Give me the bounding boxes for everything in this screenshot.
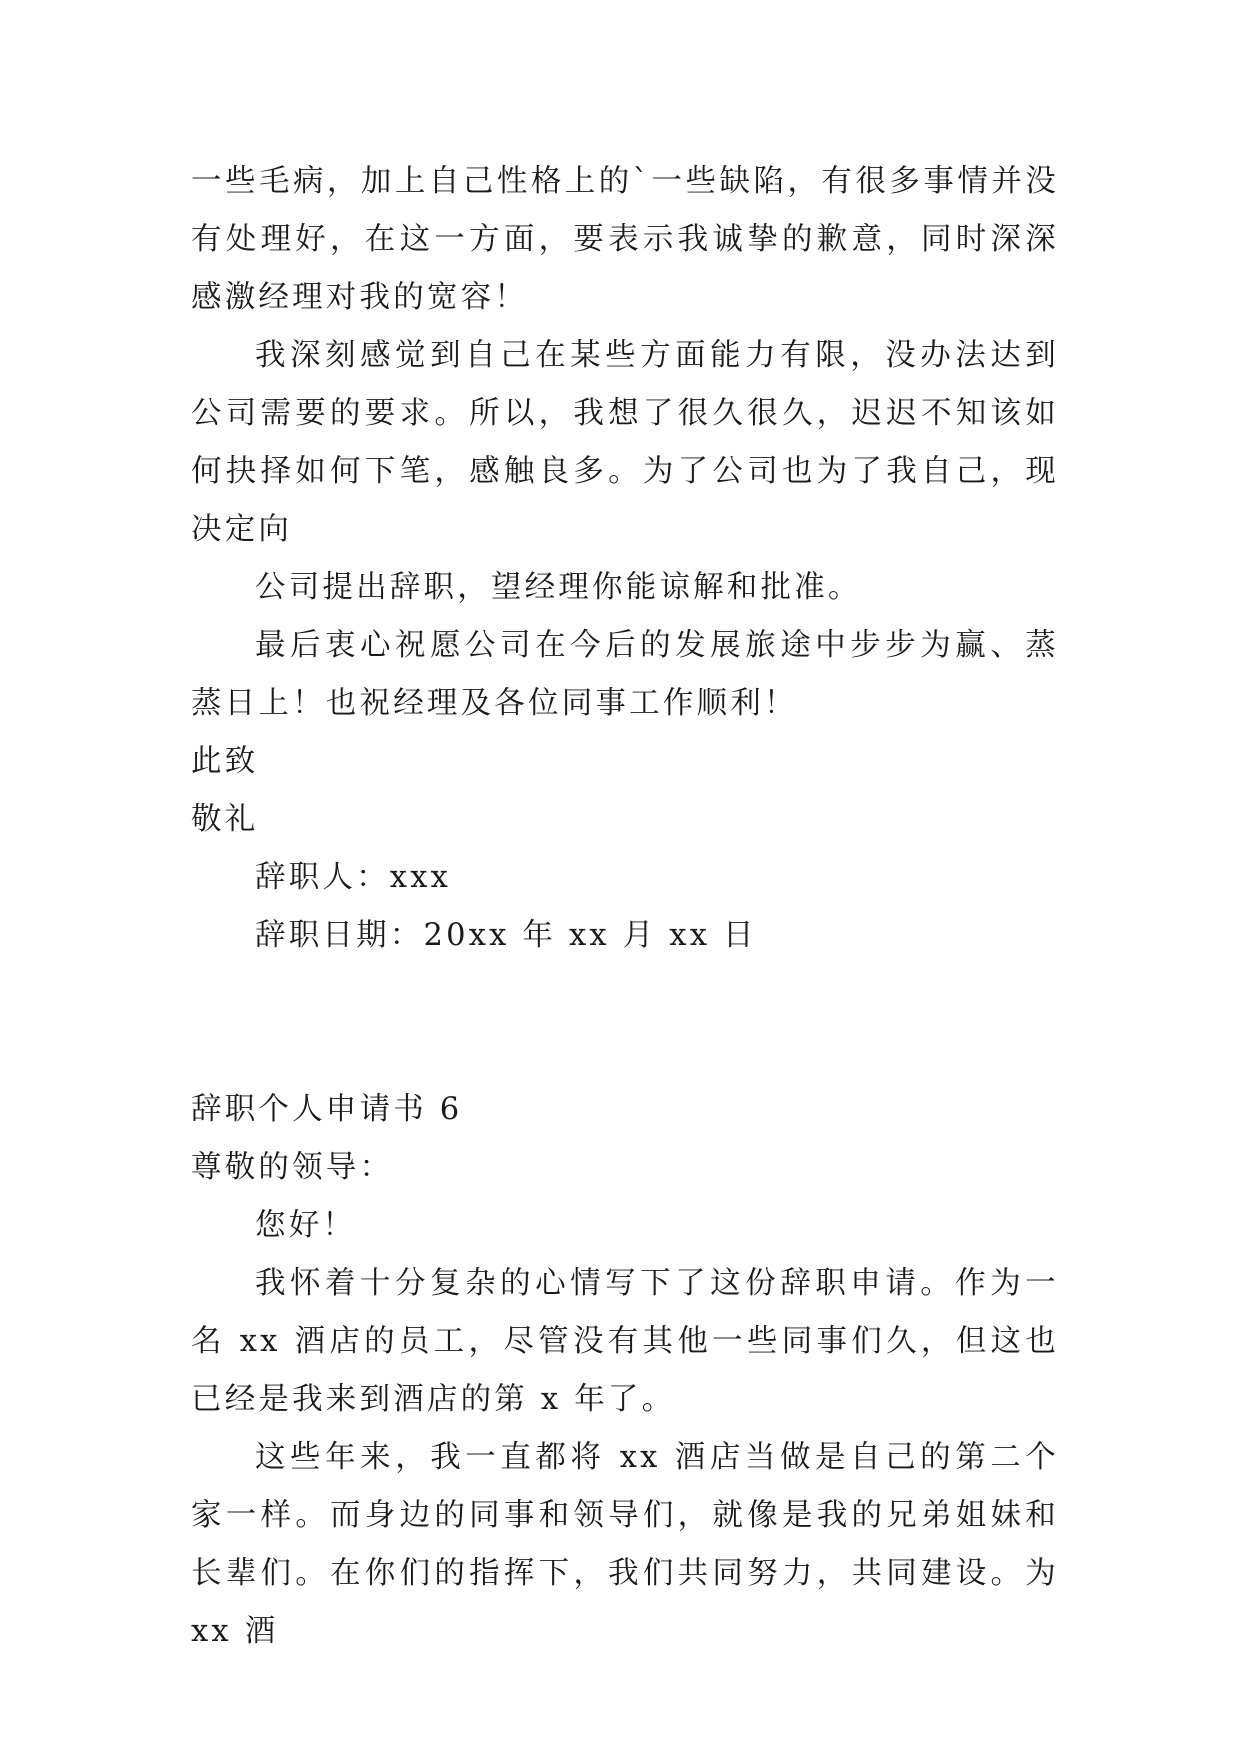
letter2-paragraph-1: 我怀着十分复杂的心情写下了这份辞职申请。作为一名 xx 酒店的员工，尽管没有其他一些同事们久，但这也已经是我来到酒店的第 x 年了。	[191, 1266, 1059, 1417]
letter2-salutation: 尊敬的领导：	[191, 1150, 394, 1185]
document-body	[191, 153, 1059, 1661]
closing-line-1: 此致	[191, 744, 259, 779]
section-spacer	[191, 965, 1059, 1081]
signature-date: 辞职日期：20xx 年 xx 月 xx 日	[255, 918, 757, 953]
letter1-paragraph-2: 我深刻感觉到自己在某些方面能力有限，没办法达到公司需要的要求。所以，我想了很久很久，迟迟不知该如何抉择如何下笔，感触良多。为了公司也为了我自己，现决定向	[191, 338, 1059, 547]
letter1-paragraph-1: 一些毛病，加上自己性格上的`一些缺陷，有很多事情并没有处理好，在这一方面，要表示我诚挚的歉意，同时深深感激经理对我的宽容！	[191, 164, 1059, 315]
letter2-heading: 辞职个人申请书 6	[191, 1092, 463, 1127]
closing-line-2: 敬礼	[191, 802, 259, 837]
signature-name: 辞职人：xxx	[255, 860, 452, 895]
letter2-paragraph-2: 这些年来，我一直都将 xx 酒店当做是自己的第二个家一样。而身边的同事和领导们，就像是我的兄弟姐妹和长辈们。在你们的指挥下，我们共同努力，共同建设。为 xx 酒	[191, 1440, 1059, 1649]
letter1-paragraph-3: 公司提出辞职，望经理你能谅解和批准。	[255, 570, 862, 605]
letter1-paragraph-4: 最后衷心祝愿公司在今后的发展旅途中步步为赢、蒸蒸日上！也祝经理及各位同事工作顺利！	[191, 628, 1059, 721]
letter2-greeting: 您好！	[255, 1208, 357, 1243]
